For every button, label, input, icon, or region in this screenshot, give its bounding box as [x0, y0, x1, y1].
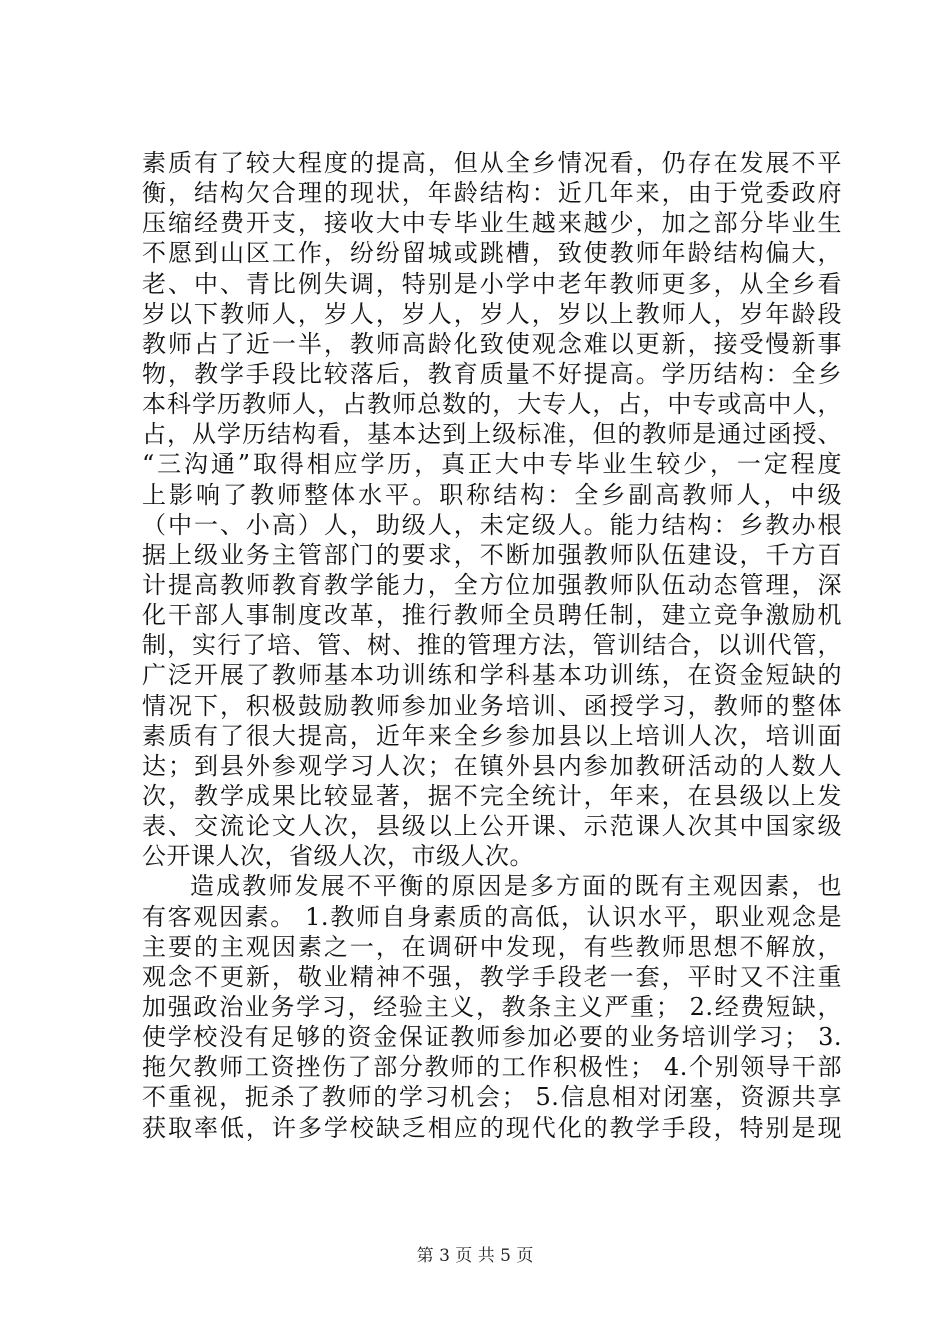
text-line: 不愿到山区工作，纷纷留城或跳槽，致使教师年龄结构偏大，	[142, 239, 842, 268]
text-line: 衡，结构欠合理的现状，年龄结构：近几年来，由于党委政府	[142, 179, 842, 208]
text-line: 本科学历教师人，占教师总数的，大专人，占，中专或高中人，	[142, 390, 842, 419]
text-line: 化干部人事制度改革，推行教师全员聘任制，建立竞争激励机	[142, 601, 842, 630]
text-line: 情况下，积极鼓励教师参加业务培训、函授学习，教师的整体	[142, 691, 842, 720]
text-line: 广泛开展了教师基本功训练和学科基本功训练，在资金短缺的	[142, 661, 842, 690]
text-line: 制，实行了培、管、树、推的管理方法，管训结合，以训代管，	[142, 631, 842, 660]
text-line: “三沟通”取得相应学历，真正大中专毕业生较少，一定程度	[142, 450, 842, 479]
page-number-footer: 第 3 页 共 5 页	[416, 1246, 534, 1266]
text-line: （中一、小高）人，助级人，未定级人。能力结构：乡教办根	[142, 510, 842, 539]
text-line: 计提高教师教育教学能力，全方位加强教师队伍动态管理，深	[142, 570, 842, 599]
text-line: 教师占了近一半，教师高龄化致使观念难以更新，接受慢新事	[142, 329, 842, 358]
text-line: 占，从学历结构看，基本达到上级标准，但的教师是通过函授、	[142, 420, 842, 449]
text-line: 观念不更新，敬业精神不强，教学手段老一套，平时又不注重	[142, 962, 842, 991]
text-line: 使学校没有足够的资金保证教师参加必要的业务培训学习； 3.	[142, 1023, 842, 1052]
text-line: 上影响了教师整体水平。职称结构：全乡副高教师人，中级	[142, 480, 842, 509]
text-line: 素质有了很大提高，近年来全乡参加县以上培训人次，培训面	[142, 721, 842, 750]
paragraph-1	[142, 148, 842, 871]
text-line: 表、交流论文人次，县级以上公开课、示范课人次其中国家级	[142, 812, 842, 841]
text-line: 加强政治业务学习，经验主义，教条主义严重； 2.经费短缺，	[142, 992, 842, 1021]
text-line: 据上级业务主管部门的要求，不断加强教师队伍建设，千方百	[142, 540, 842, 569]
text-line: 岁以下教师人，岁人，岁人，岁人，岁以上教师人，岁年龄段	[142, 299, 842, 328]
text-line: 有客观因素。 1.教师自身素质的高低，认识水平，职业观念是	[142, 902, 842, 931]
text-line: 主要的主观因素之一，在调研中发现，有些教师思想不解放，	[142, 932, 842, 961]
text-line: 压缩经费开支，接收大中专毕业生越来越少，加之部分毕业生	[142, 209, 842, 238]
text-line: 老、中、青比例失调，特别是小学中老年教师更多，从全乡看	[142, 269, 842, 298]
paragraph-2	[142, 871, 842, 1142]
text-line: 物，教学手段比较落后，教育质量不好提高。学历结构：全乡	[142, 359, 842, 388]
text-line: 达；到县外参观学习人次；在镇外县内参加教研活动的人数人	[142, 751, 842, 780]
text-line: 素质有了较大程度的提高，但从全乡情况看，仍存在发展不平	[142, 149, 842, 177]
text-line: 次，教学成果比较显著，据不完全统计，年来，在县级以上发	[142, 781, 842, 810]
text-line: 造成教师发展不平衡的原因是多方面的既有主观因素，也	[190, 872, 842, 901]
text-line: 获取率低，许多学校缺乏相应的现代化的教学手段，特别是现	[142, 1113, 842, 1142]
text-line: 拖欠教师工资挫伤了部分教师的工作积极性； 4.个别领导干部	[142, 1053, 842, 1082]
document-body	[142, 148, 842, 1143]
text-line: 不重视，扼杀了教师的学习机会； 5.信息相对闭塞，资源共享	[142, 1083, 842, 1112]
text-line: 公开课人次，省级人次，市级人次。	[142, 842, 534, 871]
